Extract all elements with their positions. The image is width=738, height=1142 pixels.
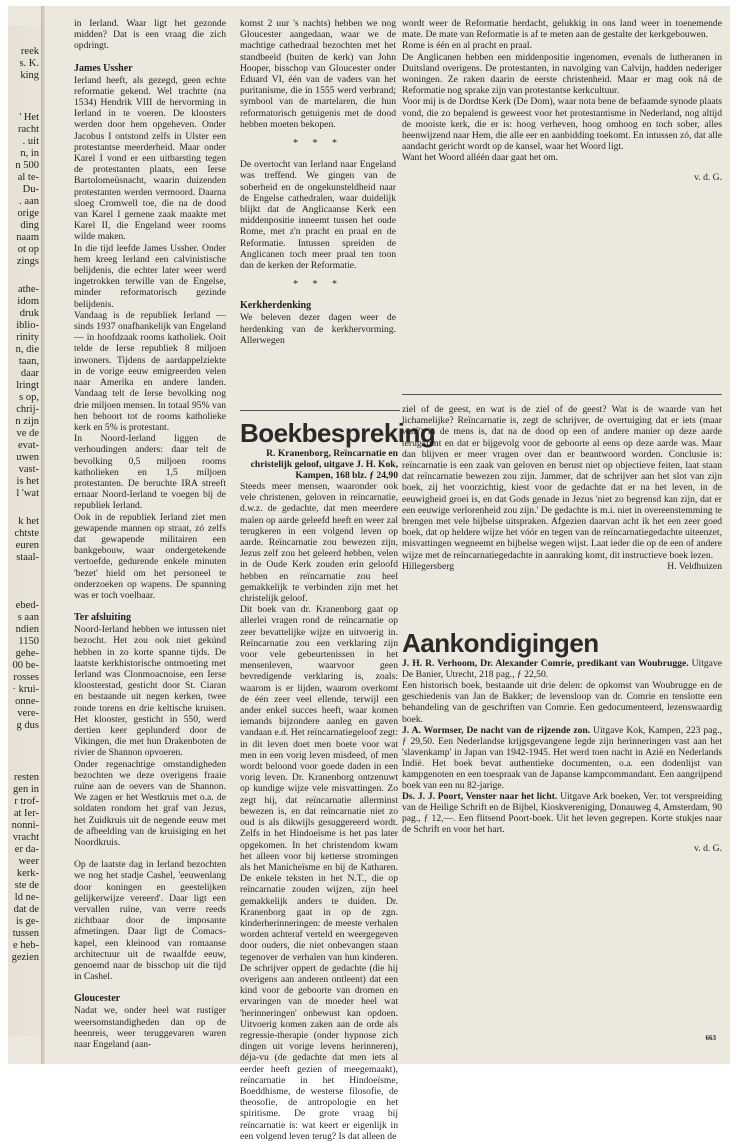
text-fragment: ding <box>20 220 39 231</box>
section-rule <box>240 410 400 411</box>
paragraph: Uitgave Ark boeken, Ver. tot verspreiding van de Heilige Schrift en de Bijbel, Kioskvereniging, Donauweg 4, Amsterdam, 90 pag., ƒ 12,—. Een flitsend Poort-boek. Uit het leven gegrepen. Korte stukjes naar de Schrift en voor het hart. <box>402 790 723 835</box>
fragment-group <box>8 284 41 500</box>
text-fragment: ndien <box>15 624 39 635</box>
text-fragment: druk <box>19 308 39 319</box>
text-fragment: gezien <box>11 952 39 963</box>
text-fragment: daar <box>20 368 39 379</box>
paragraph: komst 2 uur 's nachts) hebben we nog Gloucester aangedaan, waar we de machtige cathedraal bezochten met het standbeeld (buiten de kerk) van John Hooper, bisschop van Gloucester onder Eduard VI, één van de vaders van het puritanisme, die in 1555 werd verbrand; symbool van de martelaren, die hun reformatorisch getuigenis met de dood hebben moeten bekopen. <box>240 18 396 130</box>
text-fragment: ve de <box>16 428 39 439</box>
text-fragment: taan, <box>18 356 39 367</box>
paragraph: Rome is één en al pracht en praal. <box>402 40 532 52</box>
book-reference: R. Kranenborg, Reïncarnatie en christelijk geloof, uitgave J. H. Kok, Kampen, 168 blz. ƒ 24,90 <box>250 448 398 481</box>
text-fragment: king <box>20 70 39 81</box>
text-fragment: n, in <box>20 148 39 159</box>
text-fragment: vracht <box>12 832 39 843</box>
text-fragment: ot op <box>17 244 39 255</box>
paragraph: In Noord-Ierland liggen de verhoudingen anders: daar telt de bevolking 0,5 miljoen rooms katholieken en 1,5 miljoen protestanten. De beruchte IRA streeft ernaar Noord-Ierland te voegen bij de republiek Ierland. <box>74 433 226 512</box>
newspaper-page <box>8 6 730 1142</box>
article-column-3 <box>402 18 722 183</box>
book-review-column-2 <box>402 404 722 572</box>
text-fragment: vast- <box>18 464 39 475</box>
text-fragment: iblio- <box>16 320 39 331</box>
text-fragment: chtste <box>14 528 39 539</box>
paragraph: Ierland heeft, als gezegd, geen echte reformatie gekend. Wel trachtte (na 1534) Hendrik VIII de hervorming in Ierland in te voeren. De kloosters werden door hem opgeheven. Onder Jacobus I ontstond zelfs in Ulster een protestantse meerderheid. Maar onder Karel I vond er een uitbarsting tegen de protestanten plaats, een Ierse Bartolomeüsnacht, waarin duizenden protestanten werden vermoord. Daarna sloeg Cromwell toe, die na de dood van Karel I gemene zaak maakte met Karel II, die Engeland weer rooms wilde maken. <box>74 74 226 243</box>
text-fragment: zings <box>16 256 39 267</box>
paragraph: Ook in de republiek Ierland ziet men gewapende mannen op straat, zó zelfs dat gewapende militairen een bankgebouw, waar ondergetekende vertoefde, gedurende enkele minuten 'bezet' hield om het personeel te onderzoeken op wapens. De spanning was er toch voelbaar. <box>74 511 226 601</box>
text-fragment: racht <box>18 124 39 135</box>
paragraph: In die tijd leefde James Ussher. Onder hem kreeg Ierland een calvinistische belijdenis, die echter later weer werd ingetrokken terwille van de Engelse, minder reformatorisch gezinde belijdenis. <box>74 242 226 310</box>
author-signature: v. d. G. <box>694 171 722 183</box>
text-fragment: onne- <box>15 696 39 707</box>
text-fragment: tussen <box>12 928 39 939</box>
text-fragment: s aan <box>17 612 39 623</box>
text-fragment: vere- <box>17 708 39 719</box>
section-rule <box>402 394 722 395</box>
text-fragment: ld ne- <box>14 892 39 903</box>
paragraph: De overtocht van Ierland naar Engeland was treffend. We gingen van de soberheid en de ongekunsteldheid naar de Engelse cathedralen, waar duidelijk blijkt dat de Anglicaanse Kerk een middenpositie inneemt tussen het oude Rome, met z'n pracht en praal en de Reformatie. Intussen spreiden de Anglicanen toch meer praal ten toon dan de kerken der Reformatie. <box>240 159 396 272</box>
text-fragment: ebed- <box>15 600 39 611</box>
text-fragment: is ge- <box>15 916 39 927</box>
previous-page-column-fragment <box>8 26 42 1036</box>
section-title-aankondigingen: Aankondigingen <box>402 628 599 658</box>
paragraph: Nadat we, onder heel wat rustiger weersomstandigheden dan op de heenreis, weer teruggevaren waren naar Engeland (aan- <box>74 1005 226 1051</box>
fragment-group <box>8 600 41 732</box>
text-fragment: gehe- <box>15 648 39 659</box>
text-fragment: kerk- <box>16 868 39 879</box>
text-fragment: s op, <box>19 392 39 403</box>
paragraph: Want het Woord alléén daar gaat het om. <box>402 152 558 164</box>
announcements-column <box>402 630 722 854</box>
article-column-2 <box>240 18 396 403</box>
paragraph: Noord-Ierland hebben we intussen niet bezocht. Het zou ook niet gekúnd hebben in zo korte spanne tijds. De laatste kerkhistorische ontmoeting met Ierland was Clonmoacnoise, een Ierse kloosterstad, gesticht door St. Ciaran en bestaande uit negen kerken, twee ronde torens en drie keltische kruisen. Het klooster, gesticht in 550, werd dertien keer geplunderd door de Vikingen, die met hun Drakenboten de rivier de Shannon opvoeren. <box>74 624 226 759</box>
signature-name: H. Veldhuizen <box>667 560 722 572</box>
text-fragment: idom <box>17 296 39 307</box>
text-fragment: l 'wat <box>16 488 39 499</box>
paragraph: Steeds meer mensen, waaronder ook vele christenen, geloven in reïncarnatie, d.w.z. de gedachte, dat men meerdere malen op aarde geleefd heeft en weer zal terugkeren in een volgend leven op aarde. Reïncarnatie zou bewezen zijn, Jezus zelf zou het geleerd hebben, velen in de Oude Kerk zouden erin geloofd hebben en reïncarnatie zou heel gemakkelijk te verbinden zijn met het christelijk geloof. <box>240 481 398 605</box>
section-heading-ussher: James Ussher <box>74 62 133 74</box>
text-fragment: weer <box>18 856 39 867</box>
text-fragment: Du- <box>22 184 39 195</box>
paragraph: Een historisch boek, bestaande uit drie delen: de opkomst van Woubrugge en de geschiedenis van Jan de Bakker; de levensloop van dr. Comrie en tenslotte een behandeling van de geschriften van Comrie. Een gedocumenteerd, lezenswaardig boek. <box>402 680 722 725</box>
text-fragment: n zijn <box>15 416 39 427</box>
fragment-group <box>8 772 41 964</box>
section-heading-gloucester: Gloucester <box>74 993 121 1005</box>
text-fragment: g dus <box>16 720 39 731</box>
text-fragment: r trof- <box>14 796 39 807</box>
text-fragment: staal- <box>16 552 39 563</box>
section-heading-afsluiting: Ter afsluiting <box>74 612 131 624</box>
fragment-group <box>8 516 41 564</box>
paragraph: Dit boek van dr. Kranenborg gaat op allerlei vragen rond de reïncarnatie op zeer bevattelijke wijze en uitvoerig in. Reïncarnatie zou een verklaring zijn voor vele gebeurtenissen in het mensenleven, waarvoor geen bevredigende verklaring is, zoals: waarom is er lijden, waarom overkomt de één zeer veel ellende, terwijl een ander enkel succes heeft, waar komen iemands bijzondere aanleg en gaven vandaan e.d. Het reïncarnatiegeloof zegt: in dit leven doet men boete voor wat men in een vorig leven misdeed, of men wordt beloond voor goede daden in een vorig leven. Dr. Kranenborg ontzenuwt op kundige wijze vele misvattingen. Zo zegt hij, dat reïncarnatie allerminst bewezen is, en dat reïncarnatie niet zo oud is als dikwijls gesuggereerd wordt. Zelfs in het Hindoeïsme is het pas later opgekomen. In het christendom kwam het alleen voor bij ketterse stromingen als het Manicheïsme en bij de Katharen. De enkele teksten in het N.T., die op reïncarnatie zouden wijzen, zijn heel gemakkelijk anders te duiden. Dr. Kranenborg gaat in op de zgn. kinderherinneringen: de meeste verhalen worden achteraf verteld en weergegeven door ouders, die niet onbevangen staan tegenover de verhalen van hun kinderen. De schrijver oppert de gedachte (die hij overigens aan anderen ontleent) dat een kind voor de geboorte van dromen en ervaringen van de moeder heel wat 'herinneringen' onbewust kan opdoen. Uitvoerig komen zaken aan de orde als regressie-therapie (onder hypnose zich dingen uit vorige levens herinneren), déja-vu (de gedachte dat men iets al eerder heeft gezien of meegemaakt), reïncarnatie in het Hindoeïsme, Boeddhisme, de westerse filosofie, de theosofie, de antropologie en het spiritisme. De grote vraag bij reïncarnatie is: wat keert er eigenlijk in een volgend leven terug? Is dat alleen de <box>240 604 398 1142</box>
text-fragment: . uit <box>22 136 39 147</box>
paragraph: Op de laatste dag in Ierland bezochten we nog het stadje Cashel, 'eeuwenlang door koningen en geestelijken gelijkerwijze vereerd'. Daar ligt een vervallen ruïne, van verre reeds zichtbaar door de imposante afmetingen. Daar ligt de Comacs-kapel, een kleinood van romaanse architectuur uit de twaalfde eeuw, genoemd naar de bisschop uit die tijd in Cashel. <box>74 859 226 983</box>
announcement-reference: Ds. J. J. Poort, Venster naar het licht. <box>402 790 558 802</box>
section-divider-stars: * * * <box>293 138 343 150</box>
text-fragment: naam <box>16 232 39 243</box>
text-fragment: e heb- <box>13 940 39 951</box>
text-fragment: orige <box>17 208 39 219</box>
text-fragment: dat de <box>13 904 39 915</box>
paragraph: De Anglicanen hebben een middenpositie ingenomen, evenals de lutheranen in Duitsland overigens. De protestanten, in navolging van Calvijn, hadden nederiger woningen. Ze raken daarin de eerste christenheid. Maar er mag ook ná de Reformatie nog sprake zijn van protestantse kerkcultuur. <box>402 51 722 97</box>
text-fragment: nonni- <box>11 820 39 831</box>
section-divider-stars: * * * <box>293 279 343 291</box>
page-number: 663 <box>705 1034 716 1042</box>
text-fragment: athe- <box>18 284 39 295</box>
paragraph: Vandaag is de republiek Ierland — sinds 1937 onafhankelijk van Engeland — in hoofdzaak rooms katholiek. Ooit telde de Ierse republiek 8 miljoen inwoners. Tijdens de aardappelziekte in de vorige eeuw emigreerden velen naar Amerika en andere landen. Vandaag telt de Ierse bevolking nog drie miljoen mensen. In totaal 95% van hen behoort tot de rooms katholieke kerk en 5% is protestant. <box>74 309 226 433</box>
intro-paragraph: in Ierland. Waar ligt het gezonde midden? Dat is een vraag die zich opdringt. <box>74 18 226 52</box>
text-fragment: euren <box>15 540 39 551</box>
article-column-1 <box>74 18 226 1050</box>
text-fragment: resten <box>13 772 39 783</box>
paragraph: Uitgave Kok, Kampen, 223 pag., ƒ 29,50. Een Nederlandse krijgsgevangene legde zijn herinneringen vast aan het 'slavenkamp' in Japan van 1942-1945. Het werd toen nacht in Azië en Nederlands Indië. Het boek bevat authentieke documenten, o.a. een dodenlijst van kampgenoten en een toespraak van de Japanse kampcommandant. Een aangrijpend boek van een nu 82-jarige. <box>402 724 722 791</box>
announcements-signature: v. d. G. <box>694 842 722 854</box>
review-signature <box>402 561 722 572</box>
paragraph: Voor mij is de Dordtse Kerk (De Dom), waar nota bene de befaamde synode plaats vond, die zo bepalend is geweest voor het protestantisme in Nederland, nog altijd de mooiste kerk, die er is: hoog verheven, hoog omhoog en toch sober, alles heenwijzend naar Hem, die alle eer en aanbidding toekomt. En intussen zó, dat alle aandacht gericht wordt op de kansel, waar het Woord ligt. <box>402 96 722 153</box>
paragraph: We beleven dezer dagen weer de herdenking van de kerkhervorming. Allerwegen <box>240 312 396 346</box>
paragraph: ziel of de geest, en wat is de ziel of de geest? Wat is de waarde van het lichamelijke? Reïncarnatie is, zegt de schrijver, de overtuiging dat er iets (maar wat?) in de mens is, dat na de dood op een of andere manier op deze aarde terugkomt en dat er bijgevolg voor de geboorte al eens op deze aarde was. Maar dan blijven er meer vragen over dan er beantwoord worden. Conclusie is: reïncarnatie is een zaak van geloven en berust niet op objectieve feiten, laat staan dat reïncarnatie bewezen zou zijn. Jammer, dat de schrijver aan het slot van zijn boek, zij het voorzichtig, kiest voor de gedachte dat er na het leven, in de eeuwigheid groei is, en dat Gods genade in Jezus 'niet zo begrensd kan zijn, dat er een eeuwige verlorenheid zou zijn.' De gedachte is m.i. niet in overeenstemming te brengen met vele bijbelse uitspraken. Afgezien daarvan acht ik het een zeer goed boek, dat op heldere wijze het vóór en tegen van de reïncarnatiegedachte uiteenzet, misvattingen wegneemt en bijbelse wegen wijst. Laat ieder die op de een of andere wijze met de reïncarnatiegedachte in aanraking komt, dit instructieve boek lezen. <box>402 404 722 561</box>
text-fragment: lringt <box>16 380 39 391</box>
text-fragment: rinity <box>16 332 39 343</box>
announcement-publisher: Uitgave De Banier, Utrecht, 218 pag., ƒ 22,50. <box>402 658 722 680</box>
paragraph: Onder regenachtige omstandigheden bezochten we deze overigens fraaie ruïne aan de oevers van de Shannon. We zagen er het Westkruis met o.a. de soldaten rondom het graf van Jezus, het Zuidkruis uit de negende eeuw met de afbeelding van de kruisiging en het Noordkruis. <box>74 758 226 849</box>
text-fragment: rosses <box>13 672 39 683</box>
section-title-boekbespreking: Boekbespreking <box>240 418 436 448</box>
text-fragment: at Ier- <box>13 808 39 819</box>
text-fragment: is het <box>16 476 39 487</box>
text-fragment: ste de <box>14 880 39 891</box>
text-fragment: . aan <box>19 196 39 207</box>
text-fragment: 1150 <box>18 636 39 647</box>
text-fragment: al te- <box>17 172 39 183</box>
fragment-group <box>8 46 41 82</box>
section-heading-kerkherdenking: Kerkherdenking <box>240 300 312 312</box>
text-fragment: n, die <box>15 344 39 355</box>
text-fragment: 00 be- <box>12 660 39 671</box>
text-fragment: · krui- <box>12 684 39 695</box>
text-fragment: evat- <box>18 440 39 451</box>
text-fragment: reek <box>20 46 39 57</box>
text-fragment: k het <box>18 516 39 527</box>
text-fragment: gen in <box>13 784 39 795</box>
signature-place: Hillegersberg <box>402 560 455 572</box>
announcement-reference: J. A. Wormser, De nacht van de rijzende zon. <box>402 724 591 736</box>
text-fragment: ' Het <box>19 112 39 123</box>
paragraph: wordt weer de Reformatie herdacht, gelukkig in ons land weer in toenemende mate. De mate van Reformatie is af te meten aan de gestalte der kerkgebouwen. <box>402 18 722 41</box>
announcement-reference: J. H. R. Verhoom, Dr. Alexander Comrie, predikant van Woubrugge. <box>402 658 689 669</box>
page-fold-edge <box>41 6 45 1064</box>
text-fragment: er da- <box>14 844 39 855</box>
text-fragment: n 500 <box>15 160 39 171</box>
text-fragment: uwen <box>16 452 39 463</box>
fragment-group <box>8 112 41 268</box>
text-fragment: s. K. <box>19 58 39 69</box>
text-fragment: chrij- <box>16 404 39 415</box>
